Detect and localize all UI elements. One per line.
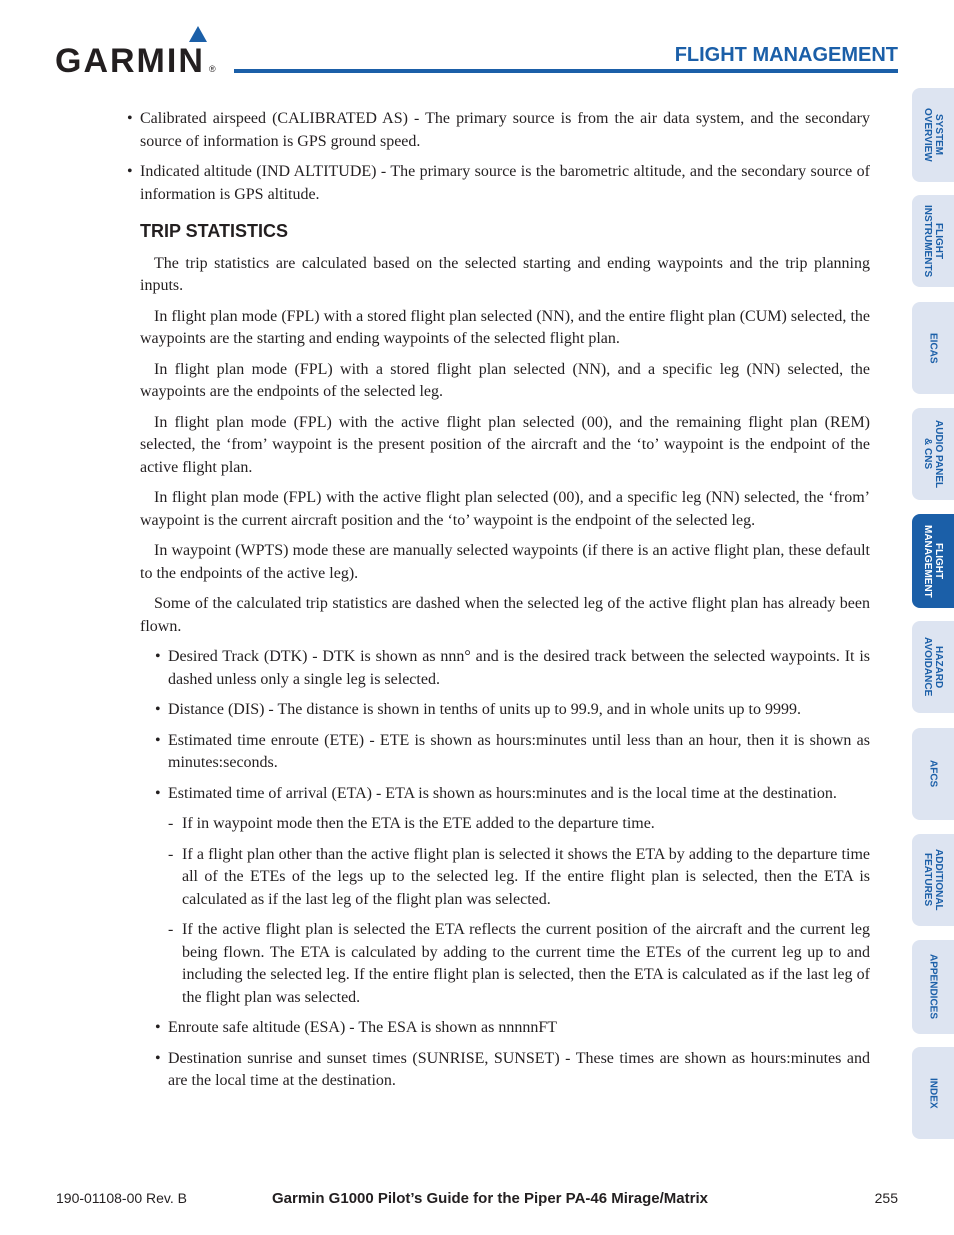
tab-system-overview[interactable]: SYSTEM OVERVIEW: [912, 88, 954, 182]
page-number: 255: [874, 1190, 898, 1206]
list-item: • Desired Track (DTK) - DTK is shown as nnn° and is the desired track between the selected waypoints. It is dashed unless only a single leg is selected.: [155, 648, 870, 688]
sub-list-item: - If in waypoint mode then the ETA is the ETE added to the departure time.: [168, 815, 655, 832]
tab-additional-features[interactable]: ADDITIONAL FEATURES: [912, 834, 954, 926]
paragraph: In waypoint (WPTS) mode these are manually selected waypoints (if there is an active flight plan, these default to the endpoints of the active leg).: [140, 542, 870, 582]
header-rule: [234, 69, 898, 73]
list-item: • Indicated altitude (IND ALTITUDE) - The primary source is the barometric altitude, and the secondary source of information is GPS altitude.: [127, 163, 870, 203]
list-item: • Estimated time of arrival (ETA) - ETA is shown as hours:minutes and is the local time at the destination.: [155, 784, 837, 802]
list-item: • Calibrated airspeed (CALIBRATED AS) - The primary source is from the air data system, and the secondary source of information is GPS ground speed.: [127, 110, 870, 150]
doc-number: 190-01108-00 Rev. B: [56, 1190, 188, 1206]
list-item: • Distance (DIS) - The distance is shown in tenths of units up to 99.9, and in whole units up to 9999.: [155, 701, 801, 718]
paragraph: In flight plan mode (FPL) with a stored flight plan selected (NN), and a specific leg (NN) selected, the waypoints are the endpoints of the selected leg.: [140, 360, 870, 400]
logo-triangle-icon: [189, 26, 207, 42]
list-item: • Estimated time enroute (ETE) - ETE is shown as hours:minutes until less than an hour, then it is shown as minutes:seconds.: [155, 731, 870, 771]
tab-appendices[interactable]: APPENDICES: [912, 940, 954, 1034]
logo-registered-mark: ®: [209, 64, 216, 74]
sub-list-item: - If the active flight plan is selected the ETA reflects the current position of the aircraft and the current leg being flown. The ETA is calculated by adding to the current time the ETEs of the current leg up to and including the selected leg. If the entire flight plan is selected, then the ETA is calculated as if the last leg of the flight plan was selected.: [168, 921, 870, 1006]
logo-wordmark: GARMIN: [55, 42, 205, 80]
tab-eicas[interactable]: EICAS: [912, 302, 954, 394]
section-title: FLIGHT MANAGEMENT: [674, 44, 898, 66]
tab-afcs[interactable]: AFCS: [912, 728, 954, 820]
page-content: [127, 108, 870, 1101]
paragraph: The trip statistics are calculated based on the selected starting and ending waypoints and the trip planning inputs.: [140, 254, 870, 294]
paragraph: In flight plan mode (FPL) with a stored flight plan selected (NN), and the entire flight plan (CUM) selected, the waypoints are the starting and ending waypoints of the selected flight plan.: [140, 307, 870, 347]
sub-list-item: - If a flight plan other than the active flight plan is selected it shows the ETA by adding to the departure time all of the ETEs of the legs up to the selected leg. If the entire flight plan is selected, then the ETA is calculated as if the last leg of the flight plan was selected.: [168, 845, 870, 908]
paragraph: In flight plan mode (FPL) with the active flight plan selected (00), and the remaining flight plan (REM) selected, the ‘from’ waypoint is the present position of the aircraft and the ‘to’ waypoint is the endpoint of the active flight plan.: [140, 413, 870, 476]
garmin-logo: [55, 26, 220, 78]
footer-title: Garmin G1000 Pilot’s Guide for the Piper PA-46 Mirage/Matrix: [272, 1190, 708, 1207]
tab-index[interactable]: INDEX: [912, 1047, 954, 1139]
section-heading: TRIP STATISTICS: [140, 221, 289, 241]
list-item: • Enroute safe altitude (ESA) - The ESA is shown as nnnnnFT: [155, 1019, 557, 1036]
paragraph: In flight plan mode (FPL) with the active flight plan selected (00), and a specific leg (NN) selected, the ‘from’ waypoint is the current aircraft position and the ‘to’ waypoint is the endpoint of the selected leg.: [140, 489, 870, 529]
paragraph: Some of the calculated trip statistics are dashed when the selected leg of the active flight plan has already been flown.: [140, 595, 870, 635]
tab-flight-instruments[interactable]: FLIGHT INSTRUMENTS: [912, 195, 954, 287]
tab-audio-panel-cns[interactable]: AUDIO PANEL & CNS: [912, 408, 954, 500]
tab-hazard-avoidance[interactable]: HAZARD AVOIDANCE: [912, 621, 954, 713]
tab-flight-management[interactable]: FLIGHT MANAGEMENT: [912, 514, 954, 608]
list-item: • Destination sunrise and sunset times (SUNRISE, SUNSET) - These times are shown as hours:minutes and are the local time at the destination.: [155, 1049, 870, 1089]
